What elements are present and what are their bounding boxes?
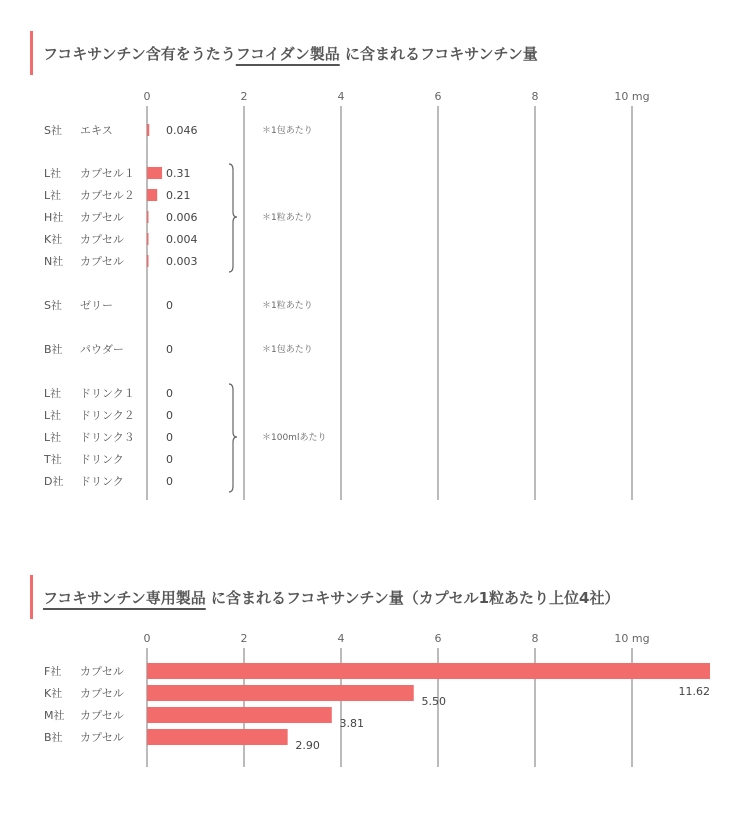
chart2-tick-label-2: 2: [240, 632, 248, 645]
chart1-product-label: カプセル: [80, 211, 124, 224]
chart1-company-label: L社: [44, 409, 62, 422]
chart1-value-label: 0.21: [166, 189, 191, 202]
chart1-value-label: 0.046: [166, 124, 198, 137]
chart2-company-label: F社: [44, 665, 62, 678]
chart1-value-label: 0: [166, 409, 173, 422]
chart1-title-plain: フコキサンチン含有をうたう: [43, 44, 236, 63]
chart2-company-label: B社: [44, 731, 63, 744]
chart1-value-label: 0: [166, 431, 173, 444]
chart2-value-label: 3.81: [339, 717, 365, 730]
chart2-title-underlined: フコキサンチン専用製品: [43, 588, 206, 607]
chart2-tick-label-0: 0: [143, 632, 151, 645]
chart1-bar: [147, 233, 149, 245]
chart2-tick-label-6: 6: [434, 632, 442, 645]
chart1-value-label: 0.31: [166, 167, 191, 180]
chart1-note: ＊1粒あたり: [262, 213, 313, 223]
chart1-company-label: L社: [44, 387, 62, 400]
chart1-bar: [147, 189, 157, 201]
chart1-tick-label-8: 8: [531, 90, 539, 103]
chart2-company-label: K社: [44, 687, 63, 700]
chart1-company-label: D社: [44, 475, 64, 488]
chart1-product-label: カプセル: [80, 233, 124, 246]
chart2-value-label: 5.50: [421, 695, 446, 708]
chart1-company-label: S社: [44, 124, 62, 137]
chart1-product-label: ドリンク２: [80, 409, 135, 422]
chart2-product-label: カプセル: [80, 665, 124, 678]
chart2-svg: [0, 620, 756, 820]
chart1-bar: [147, 255, 149, 267]
chart1-bar: [147, 211, 149, 223]
chart2-title: [43, 587, 619, 608]
chart1-value-label: 0: [166, 475, 173, 488]
chart1-brace: [229, 384, 237, 492]
chart2-product-label: カプセル: [80, 687, 124, 700]
chart2-tick-label-4: 4: [337, 632, 345, 645]
chart1-product-label: ドリンク: [80, 475, 124, 488]
chart2-title-block: [30, 575, 619, 619]
chart1-tick-label-2: 2: [240, 90, 248, 103]
chart1-product-label: カプセル２: [80, 189, 135, 202]
chart1-value-label: 0.004: [166, 233, 198, 246]
chart2-bar: [147, 729, 288, 745]
chart1-company-label: L社: [44, 431, 62, 444]
chart1-product-label: パウダー: [80, 343, 124, 356]
chart1-company-label: S社: [44, 299, 62, 312]
chart1-note: ＊1包あたり: [262, 345, 313, 355]
chart1-product-label: カプセル１: [80, 167, 135, 180]
chart1-product-label: カプセル: [80, 255, 124, 268]
chart1-tick-label-4: 4: [337, 90, 345, 103]
chart1-value-label: 0: [166, 387, 173, 400]
chart2-company-label: M社: [44, 709, 65, 722]
chart1-note: ＊1粒あたり: [262, 301, 313, 311]
chart1-bar: [147, 124, 149, 136]
chart1-tick-label-10: 10 mg: [614, 90, 650, 103]
chart1-tick-label-0: 0: [143, 90, 151, 103]
chart1-value-label: 0.006: [166, 211, 198, 224]
chart2-bar: [147, 663, 710, 679]
chart1-company-label: L社: [44, 189, 62, 202]
chart1-value-label: 0: [166, 299, 173, 312]
chart2-title-accent-bar: [30, 575, 33, 619]
chart2-value-label: 2.90: [295, 739, 320, 752]
chart1-value-label: 0.003: [166, 255, 198, 268]
chart1-product-label: ドリンク３: [80, 431, 135, 444]
chart2-tick-label-10: 10 mg: [614, 632, 650, 645]
chart2-title-rest: に含まれるフコキサンチン量（カプセル1粒あたり上位4社）: [205, 588, 620, 607]
chart1-value-label: 0: [166, 453, 173, 466]
chart1-note: ＊100mlあたり: [262, 433, 327, 443]
chart2-bar: [147, 707, 332, 723]
chart1-company-label: H社: [44, 211, 64, 224]
chart1-title-underlined: フコイダン製品: [235, 44, 340, 63]
chart1-product-label: ゼリー: [80, 299, 113, 312]
chart1-company-label: K社: [44, 233, 63, 246]
chart1-company-label: N社: [44, 255, 64, 268]
chart1-company-label: B社: [44, 343, 63, 356]
chart1-note: ＊1包あたり: [262, 126, 313, 136]
chart2-product-label: カプセル: [80, 709, 124, 722]
chart2-bar: [147, 685, 414, 701]
chart1-product-label: ドリンク: [80, 453, 124, 466]
chart1-title-rest: に含まれるフコキサンチン量: [339, 44, 538, 63]
chart1-product-label: エキス: [80, 124, 113, 137]
chart1-bar: [147, 167, 162, 179]
chart1-brace: [229, 164, 237, 272]
chart1-product-label: ドリンク１: [80, 387, 135, 400]
chart1-tick-label-6: 6: [434, 90, 442, 103]
chart2-product-label: カプセル: [80, 731, 124, 744]
chart2-tick-label-8: 8: [531, 632, 539, 645]
chart1-company-label: T社: [44, 453, 62, 466]
chart1-value-label: 0: [166, 343, 173, 356]
chart2-value-label: 11.62: [678, 685, 710, 698]
chart1-company-label: L社: [44, 167, 62, 180]
